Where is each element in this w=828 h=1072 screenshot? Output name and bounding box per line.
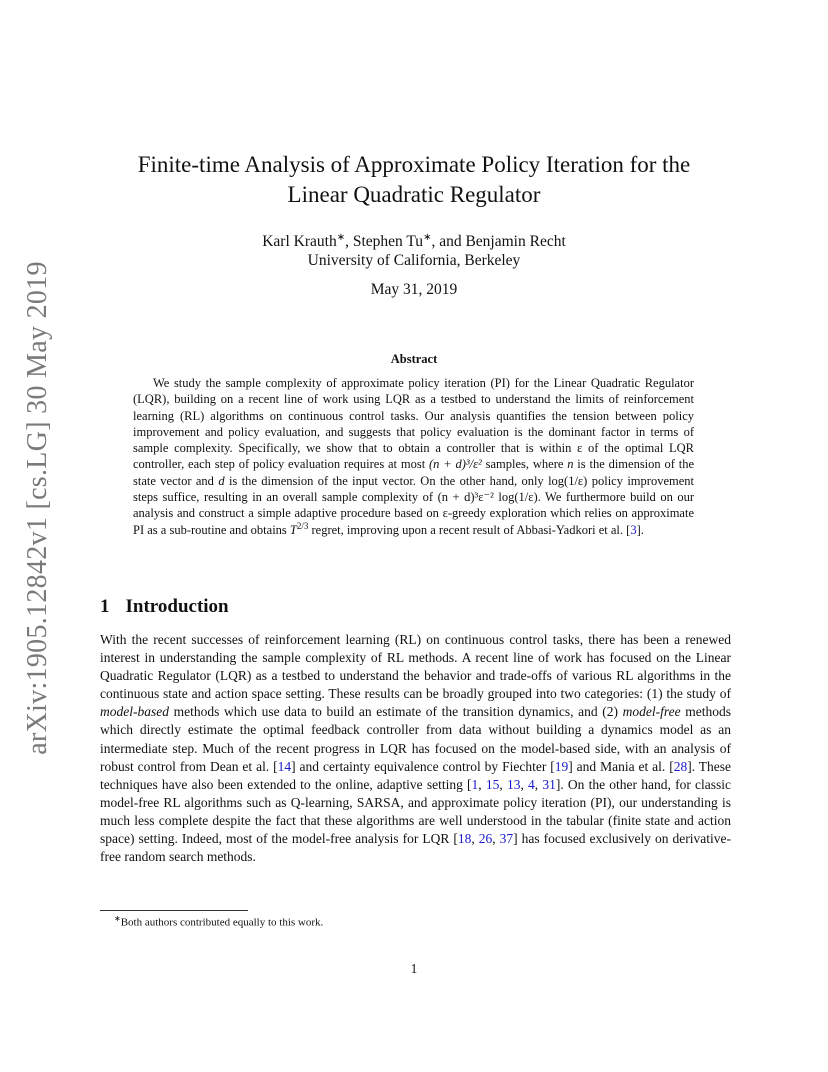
footnote-divider (100, 910, 248, 911)
abstract-text: samples, where (481, 457, 568, 472)
citation-separator: , (499, 776, 507, 792)
citation-link[interactable]: 15 (485, 776, 500, 792)
citation-separator: , (492, 831, 500, 847)
abstract-text: is the dimension of the state vector and (133, 457, 694, 488)
intro-text: methods which use data to build an estimate of the transition dynamics, and (2) (168, 704, 623, 720)
citation-link[interactable]: 26 (478, 831, 493, 847)
abstract-math: n (567, 457, 574, 472)
author-recht: Benjamin Recht (465, 233, 566, 251)
author-star-1: ∗ (336, 232, 346, 243)
citation-separator: , (478, 776, 486, 792)
author-block (100, 228, 728, 270)
citation-link[interactable]: 37 (499, 831, 514, 847)
citation-separator: , (534, 776, 543, 792)
section-heading-introduction (100, 596, 229, 618)
author-names (100, 228, 728, 251)
section-number: 1 (100, 596, 110, 617)
intro-text: ] and Mania et al. [ (568, 758, 674, 774)
citation-link[interactable]: 18 (457, 831, 472, 847)
intro-text: ]. On the other hand, for classic model-free RL algorithms such as Q-learning, SARSA, and approximate policy iteration (PI), our understanding is much less complete despite the fact that these algorithms are well understood in the tabular (finite state and action space) setting. Indeed, most of the model-free analysis for LQR [ (100, 776, 731, 847)
abstract-text: We study the sample complexity of approximate policy iteration (PI) for the Linear Quadratic Regulator (LQR), building on a recent line of work using LQR as a testbed to understand the limits of reinforcement learning (RL) algorithms on continuous control tasks. Our analysis quantifies the tension between policy improvement and policy evaluation, and suggests that policy evaluation is the dominant factor in terms of sample complexity. Specifically, we show that to obtain a controller that is within ε of the optimal LQR controller, each step of policy evaluation requires at most (133, 376, 694, 472)
citation-link[interactable]: 1 (471, 776, 479, 792)
title-line-1: Finite-time Analysis of Approximate Policy Iteration for the (137, 152, 691, 177)
intro-emphasis: model-free (622, 704, 681, 720)
abstract-math: T (289, 522, 297, 537)
intro-text: ]. These techniques have also been extended to the online, adaptive setting [ (100, 758, 731, 792)
intro-text: ] has focused exclusively on derivative-free random search methods. (100, 831, 731, 865)
abstract-text: policy improvement steps suffice, resulting in an overall sample complexity of (133, 473, 694, 505)
abstract-math: (n + d)³/ε² (429, 457, 482, 472)
citation-link[interactable]: 14 (277, 758, 292, 774)
citation-link[interactable]: 28 (673, 758, 688, 774)
introduction-paragraph (100, 631, 731, 866)
citation-separator: , (471, 831, 479, 847)
abstract-math-superscript: 2/3 (296, 520, 309, 531)
author-separator-1: , (345, 233, 353, 251)
citation-separator: , (520, 776, 529, 792)
abstract-math: d (218, 473, 225, 488)
intro-text: With the recent successes of reinforcement learning (RL) on continuous control tasks, there has been a renewed interest in understanding the sample complexity of RL methods. A recent line of work has focused on the Linear Quadratic Regulator (LQR) as a testbed to understand the behavior and trade-offs of various RL algorithms in the continuous state and action space setting. These results can be broadly grouped into two categories: (1) the study of (100, 632, 731, 702)
author-separator-2: , and (431, 233, 466, 251)
citation-link[interactable]: 19 (554, 758, 569, 774)
citation-link[interactable]: 13 (506, 776, 521, 792)
footnote-mark: ∗ (114, 914, 121, 923)
abstract-math: (n + d)³ε⁻² log(1/ε) (437, 490, 538, 505)
affiliation: University of California, Berkeley (307, 252, 521, 270)
abstract-text: regret, improving upon a recent result of Abbasi-Yadkori et al. [ (308, 522, 631, 537)
section-title: Introduction (125, 596, 229, 617)
abstract-math: log(1/ε) (548, 473, 588, 488)
page-number: 1 (410, 961, 418, 976)
abstract-text: is the dimension of the input vector. On the other hand, only (224, 473, 549, 488)
citation-link[interactable]: 3 (630, 522, 637, 537)
intro-text: ] and certainty equivalence control by Fiechter [ (291, 758, 555, 774)
author-tu: Stephen Tu (352, 233, 424, 251)
abstract-text: . We furthermore build on our analysis and construct a simple adaptive procedure based on ε-greedy exploration which relies on approximate PI as a sub-routine and obtains (133, 490, 694, 537)
citation-link[interactable]: 31 (542, 776, 556, 792)
intro-text: methods which directly estimate the optimal feedback controller from data without building a dynamics model as an intermediate step. Much of the recent progress in LQR has focused on the model-based side, with an analysis of robust control from Dean et al. [ (100, 704, 731, 774)
author-star-2: ∗ (423, 232, 432, 243)
footnote-text: Both authors contributed equally to this work. (120, 916, 324, 929)
intro-emphasis: model-based (100, 704, 169, 720)
abstract-text: ]. (636, 522, 644, 537)
arxiv-identifier-stamp[interactable]: arXiv:1905.12842v1 [cs.LG] 30 May 2019 (22, 261, 53, 755)
abstract-heading: Abstract (390, 352, 438, 366)
footnote (114, 914, 323, 929)
author-krauth: Karl Krauth (262, 233, 337, 251)
title-line-2: Linear Quadratic Regulator (287, 182, 541, 207)
abstract-body (133, 375, 694, 538)
paper-title (100, 150, 728, 210)
citation-link[interactable]: 4 (528, 776, 535, 792)
paper-date: May 31, 2019 (370, 281, 458, 298)
